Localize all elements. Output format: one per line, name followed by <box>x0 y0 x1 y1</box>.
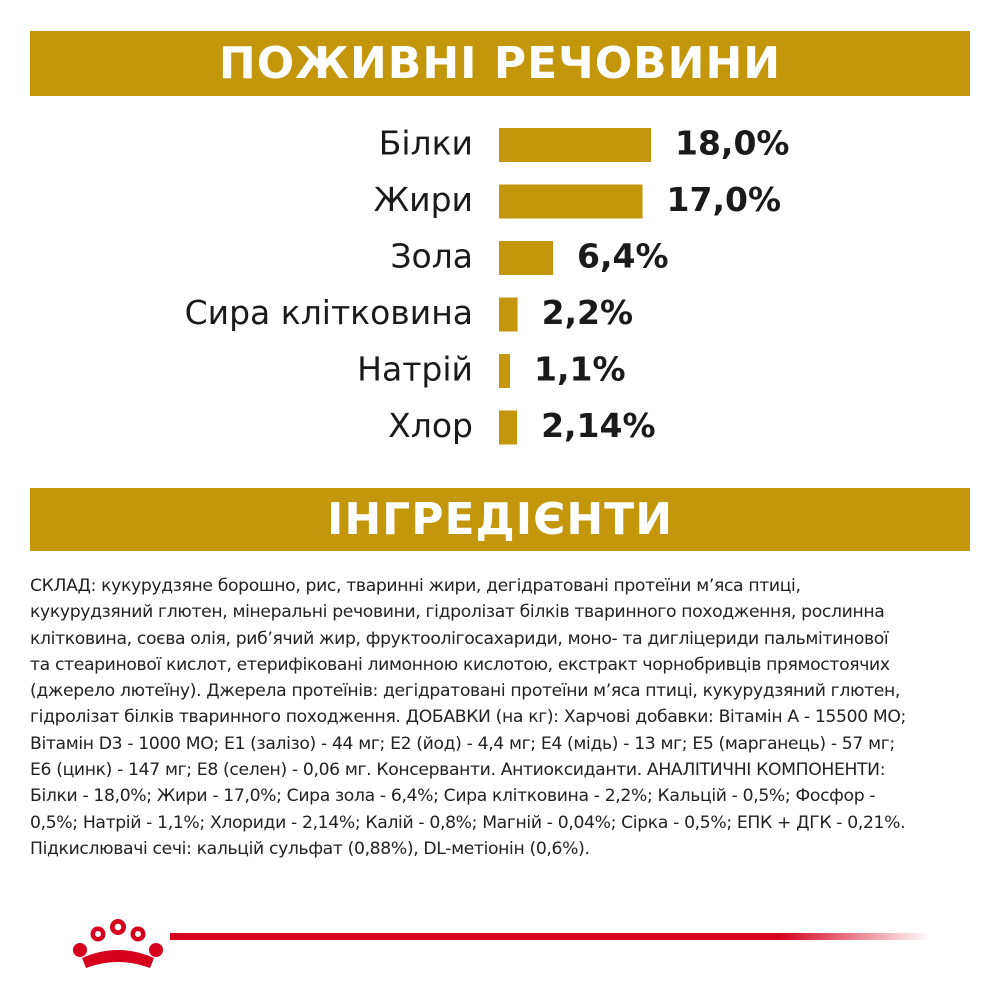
brand-line <box>170 933 930 940</box>
bar <box>499 128 651 162</box>
bar <box>499 241 553 275</box>
value-label: 2,14% <box>541 406 656 445</box>
ingredients-line: клітковина, соєва олія, риб’ячий жир, фруктоолігосахариди, моно- та дигліцериди пальмітинової <box>30 628 889 649</box>
ingredients-title: ІНГРЕДІЄНТИ <box>326 494 674 545</box>
ingredients-line: СКЛАД: кукурудзяне борошно, рис, тваринні жири, дегідратовані протеїни м’яса птиці, <box>30 576 801 596</box>
nutrients-header <box>30 31 970 96</box>
ingredients-line: Вітамін D3 - 1000 МО; Е1 (залізо) - 44 мг; Е2 (йод) - 4,4 мг; Е4 (мідь) - 13 мг; Е5 (марганець) - 57 мг; <box>30 733 895 754</box>
nutrients-title: ПОЖИВНІ РЕЧОВИНИ <box>218 38 782 89</box>
ingredients-line: та стеаринової кислот, етерифіковані лимонною кислотою, екстракт чорнобривців прямостоячих <box>30 654 890 675</box>
category-label: Натрій <box>357 349 473 389</box>
value-label: 17,0% <box>666 180 782 219</box>
category-label: Жири <box>373 180 473 219</box>
royal-canin-crown-icon <box>68 912 168 972</box>
value-label: 1,1% <box>534 349 626 389</box>
value-label: 6,4% <box>577 236 669 276</box>
ingredients-line: Підкислювачі сечі: кальцій сульфат (0,88%), DL-метіонін (0,6%). <box>30 838 590 859</box>
category-label: Зола <box>390 236 473 276</box>
category-label: Білки <box>378 123 473 163</box>
ingredients-line: Білки - 18,0%; Жири - 17,0%; Сира зола - 6,4%; Сира клітковина - 2,2%; Кальцій - 0,5%; Фосфор - <box>30 786 876 807</box>
category-label: Сира клітковина <box>184 293 473 332</box>
ingredients-line: 0,5%; Натрій - 1,1%; Хлориди - 2,14%; Калій - 0,8%; Магній - 0,04%; Сірка - 0,5%; ЕПК + ДГК - 0,21%. <box>30 812 906 833</box>
bar <box>499 185 643 219</box>
bar <box>499 354 510 388</box>
ingredients-line: (джерело лютеїну). Джерела протеїнів: дегідратовані протеїни м’яса птиці, кукурудзяний глютен, <box>30 681 900 702</box>
ingredients-line: гідролізат білків тваринного походження. ДОБАВКИ (на кг): Харчові добавки: Вітамін А - 15500 МО; <box>30 707 906 728</box>
ingredients-text <box>30 573 980 862</box>
ingredients-line: Е6 (цинк) - 147 мг; Е8 (селен) - 0,06 мг. Консерванти. Антиоксиданти. АНАЛІТИЧНІ КОМПОНЕНТИ: <box>30 760 886 781</box>
value-label: 2,2% <box>541 293 634 332</box>
bar <box>499 411 517 445</box>
ingredients-header <box>30 488 970 551</box>
bar <box>499 298 518 332</box>
nutrients-bar-chart <box>0 110 1000 470</box>
value-label: 18,0% <box>675 123 790 163</box>
ingredients-line: кукурудзяний глютен, мінеральні речовини, гідролізат білків тваринного походження, рослинна <box>30 602 885 623</box>
category-label: Хлор <box>388 406 473 445</box>
